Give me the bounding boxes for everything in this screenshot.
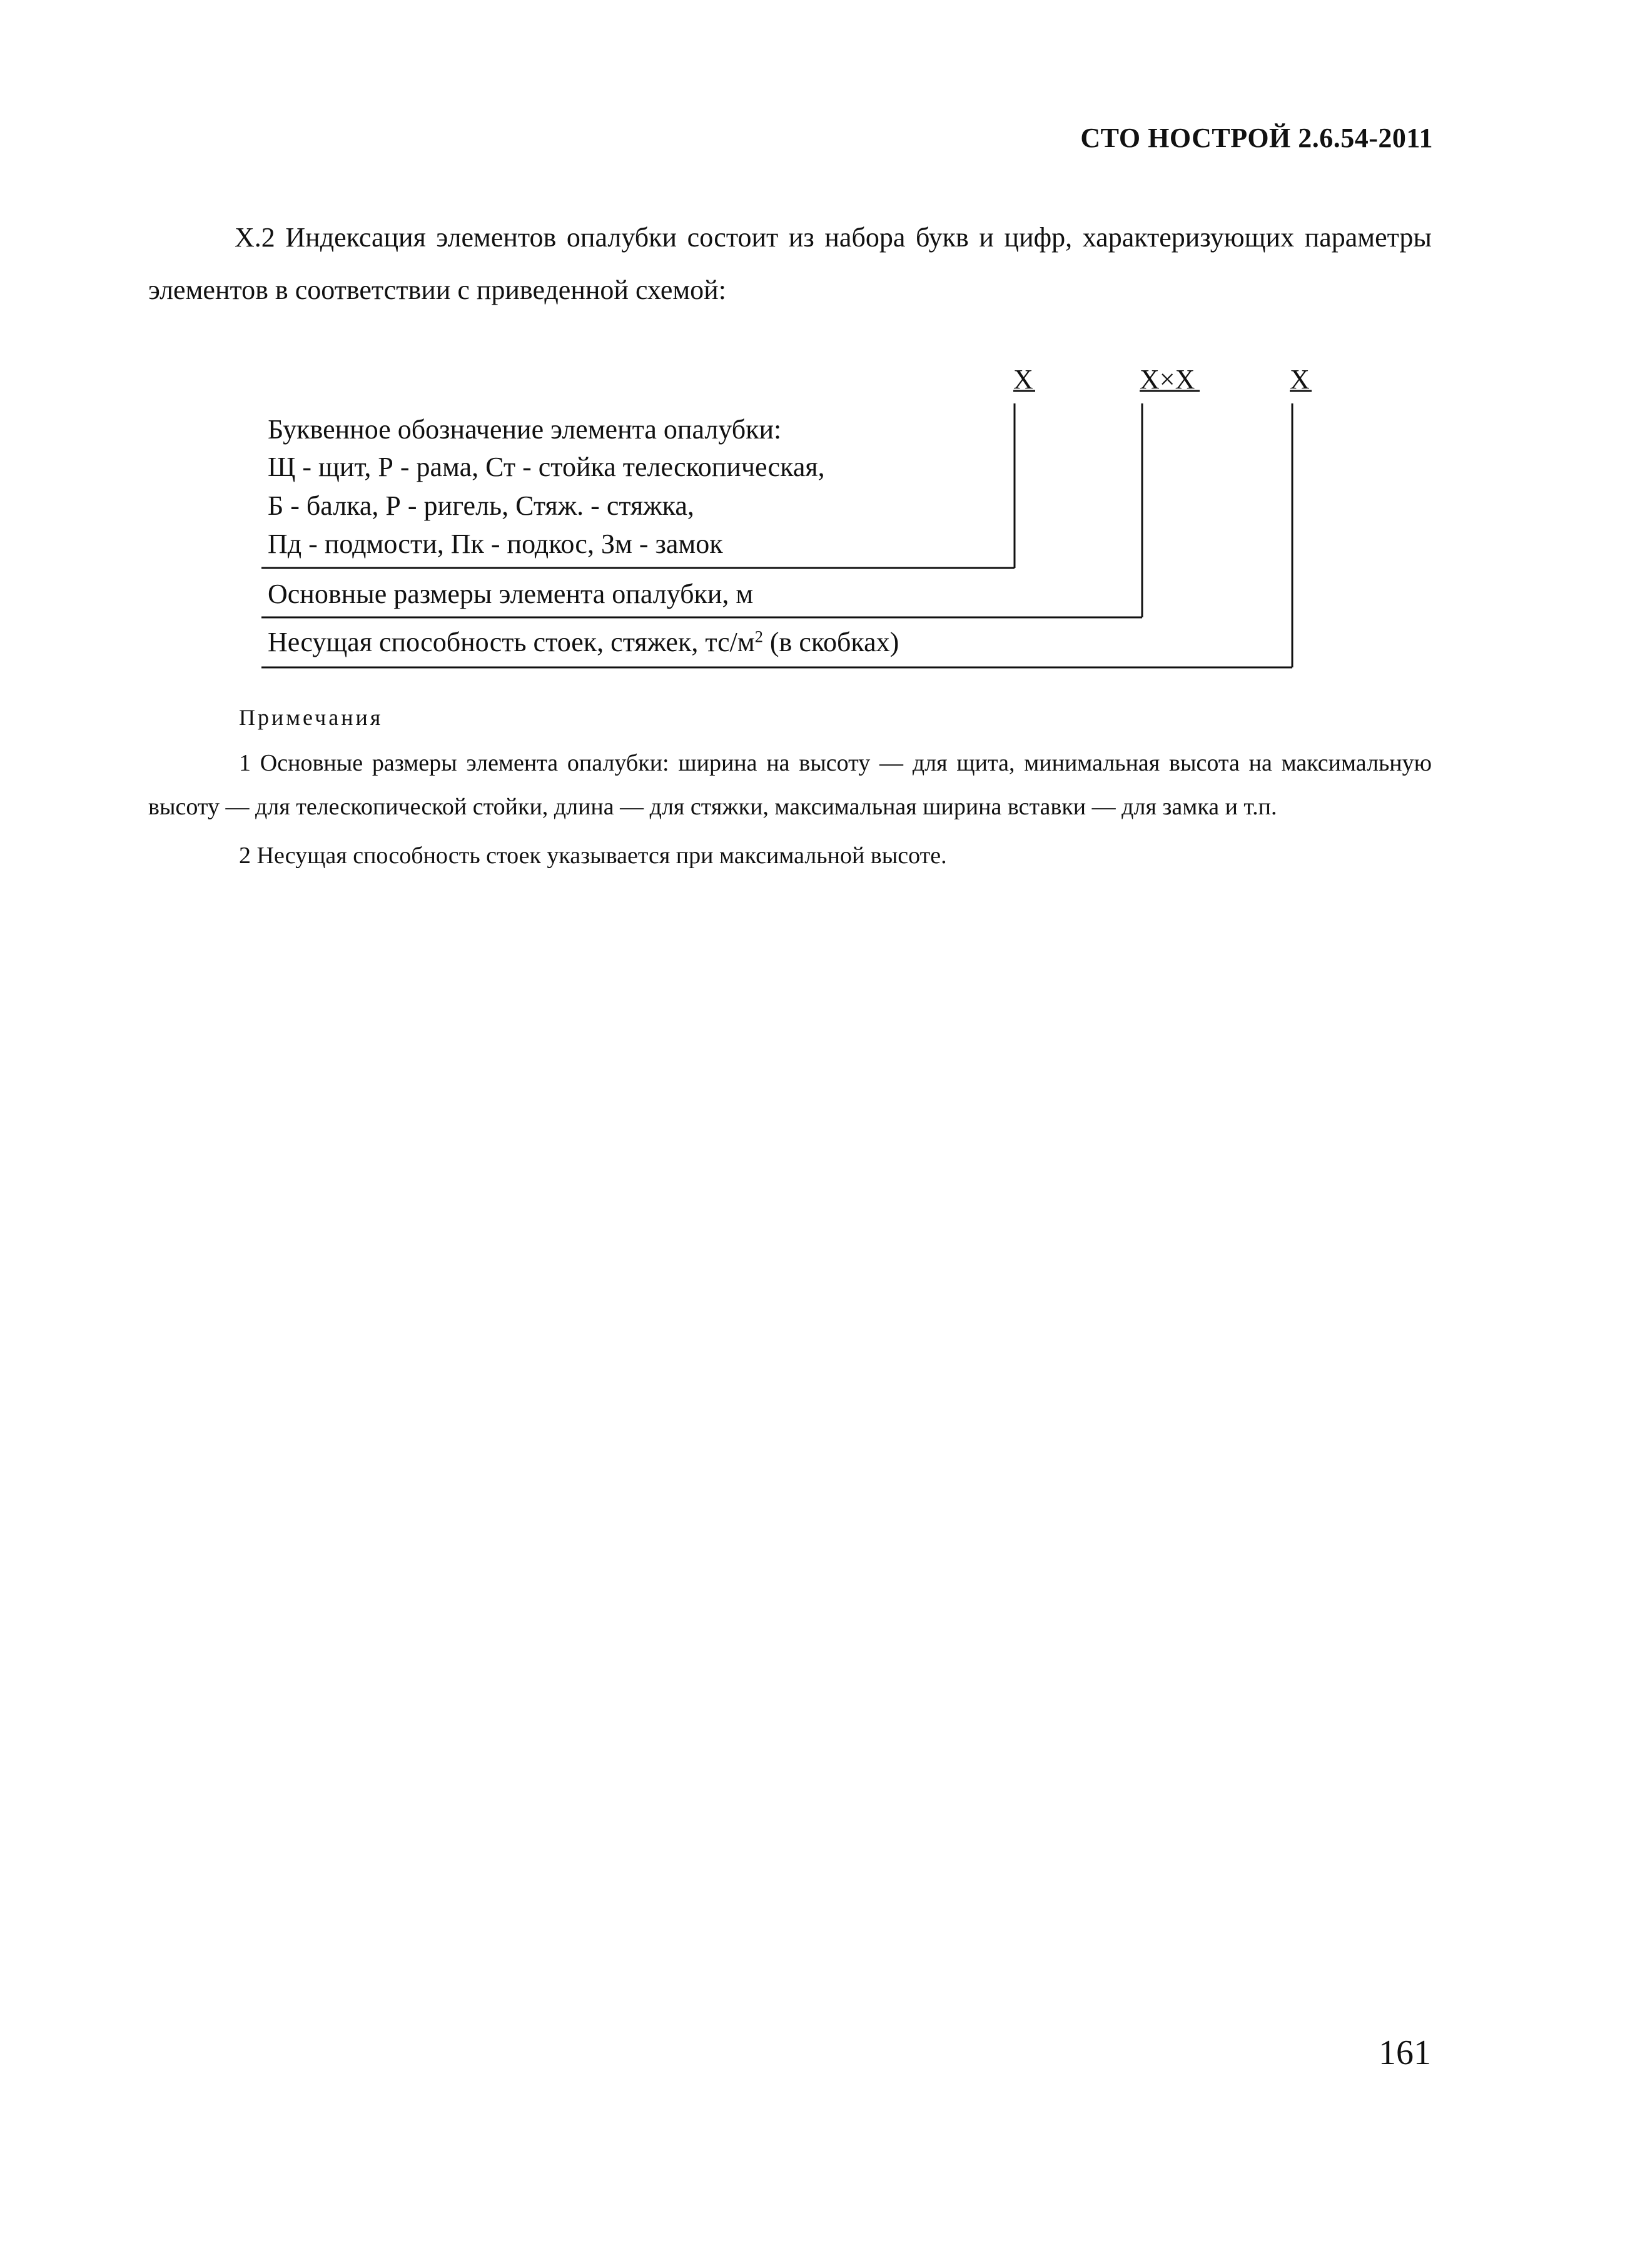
capacity-exponent: 2 bbox=[754, 627, 763, 646]
scheme-label-letter-line-1: Щ - щит, Р - рама, Ст - стойка телескопическая, bbox=[268, 452, 825, 482]
scheme-column-letter: Х bbox=[1013, 364, 1033, 395]
capacity-suffix: (в скобках) bbox=[762, 627, 899, 657]
notes-title: Примечания bbox=[239, 705, 383, 730]
scheme-label-letter-line-3: Пд - подмости, Пк - подкос, Зм - замок bbox=[268, 529, 723, 559]
scheme-column-sizes: Х×Х bbox=[1140, 364, 1195, 395]
scheme-label-letter-title: Буквенное обозначение элемента опалубки: bbox=[268, 414, 782, 445]
scheme-label-letter-line-2: Б - балка, Р - ригель, Стяж. - стяжка, bbox=[268, 490, 694, 521]
page-number: 161 bbox=[1379, 2033, 1431, 2072]
note-2: 2 Несущая способность стоек указывается при максимальной высоте. bbox=[239, 843, 947, 869]
scheme-column-capacity: Х bbox=[1290, 364, 1310, 395]
capacity-prefix: Несущая способность стоек, стяжек, тс/м bbox=[268, 627, 755, 657]
scheme-label-capacity bbox=[268, 629, 899, 656]
document-header-code: СТО НОСТРОЙ 2.6.54-2011 bbox=[1080, 123, 1433, 153]
scheme-label-sizes: Основные размеры элемента опалубки, м bbox=[268, 579, 754, 609]
intro-paragraph: Х.2 Индексация элементов опалубки состоит из набора букв и цифр, характеризующих параметры элементов в соответствии с приведенной схемой: bbox=[148, 222, 1432, 305]
note-1: 1 Основные размеры элемента опалубки: ширина на высоту — для щита, минимальная высота на максимальную высоту — для телескопической стойки, длина — для стяжки, максимальная ширина вставки — для замка и т.п. bbox=[148, 750, 1432, 820]
